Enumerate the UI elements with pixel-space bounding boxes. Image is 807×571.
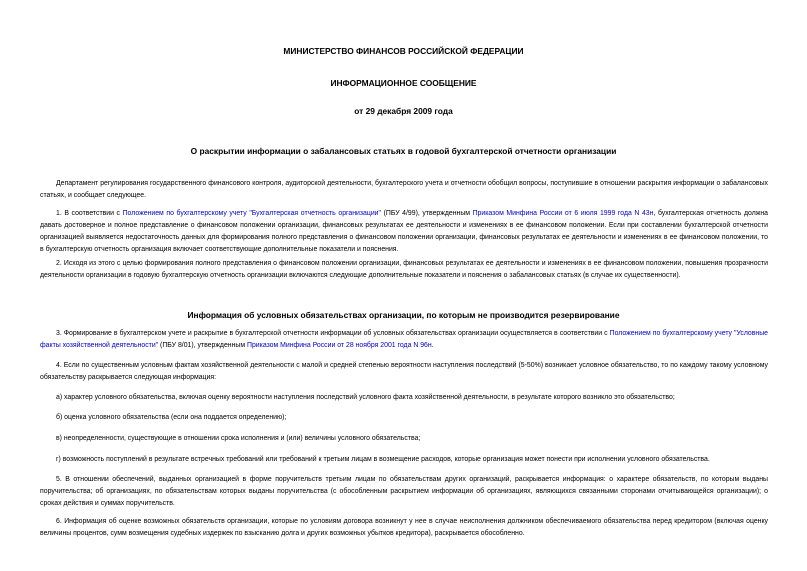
paragraph-3-text-a: 3. Формирование в бухгалтерском учете и раскрытие в бухгалтерской отчетности информации об условных обязательствах организации осуществляется в соответствии с [56,330,610,337]
section-title: Информация об условных обязательствах организации, по которым не производится резервирование [187,310,620,320]
document-type-heading: ИНФОРМАЦИОННОЕ СООБЩЕНИЕ [330,78,477,88]
ministry-heading: МИНИСТЕРСТВО ФИНАНСОВ РОССИЙСКОЙ ФЕДЕРАЦИИ [283,46,524,56]
paragraph-1-text-c: , бухгалтерская отчетность должна давать достоверное и полное представление о финансовом положении организации, финансовых результатах ее деятельности и изменениях в ее финансовом положении. Если при составлении бухгалтерской отчетности организацией выявляется недостаточность данных для формирования полного представления о финансовом положении организации, финансовых результатах ее деятельности и изменениях в ее финансовом положении, то в бухгалтерскую отчетность организация включает соответствующие дополнительные показатели и пояснения. [40,210,768,253]
paragraph-3-text-b: (ПБУ 8/01), утвержденным [158,342,248,349]
paragraph-6: 6. Информация об оценке возможных обязательств организации, которые по условиям договора возникнут у нее в случае неисполнения должником обеспечиваемого обязательства перед кредитором (включая оценку величины процентов, сумм возмещения судебных издержек по взысканию долга и других возможных убытков кредитора), раскрывается обособленно. [40,518,768,537]
document-title: О раскрытии информации о забалансовых статьях в годовой бухгалтерской отчетности организации [190,146,617,156]
list-item-b: б) оценка условного обязательства (если она поддается определению); [56,414,287,421]
paragraph-1 [40,208,768,256]
document-date: от 29 декабря 2009 года [354,106,453,116]
list-item-g: г) возможность поступлений в результате встречных требований или требований к третьим лицам в возмещение расходов, которые организация может понести при исполнении условного обязательства. [56,456,710,463]
paragraph-5: 5. В отношении обеспечений, выданных организацией в форме поручительств третьим лицам по обязательствам других организаций, раскрывается информация: о характере обязательств, по которым выданы поручительства; об организациях, по обязательствам которых выданы поручительства (с обособленным раскрытием информации об организациях, являющихся связанными сторонами отчитывающейся организации); о сроках действия и суммах поручительств. [40,476,768,507]
order-96n-link[interactable]: Приказом Минфина России от 28 ноября 2001 года N 96н [247,342,432,349]
pbu-4-99-link[interactable]: Положением по бухгалтерскому учету "Бухгалтерская отчетность организации" [122,210,381,217]
paragraph-1-text-b: (ПБУ 4/99), утвержденным [380,210,473,217]
paragraph-3-text-c: . [431,342,434,349]
list-item-v: в) неопределенности, существующие в отношении срока исполнения и (или) величины условного обязательства; [56,435,421,442]
order-43n-link[interactable]: Приказом Минфина России от 6 июля 1999 года N 43н [472,210,654,217]
paragraph-2: 2. Исходя из этого с целью формирования полного представления о финансовом положении организации, финансовых результатах ее деятельности и изменениях в ее финансовом положении, повышения прозрачности деятельности организации в годовую бухгалтерскую отчетность организации включаются следующие дополнительные показатели и пояснения о забалансовых статьях (в случае их существенности). [40,260,768,279]
pbu-8-01-link[interactable]: Положением по бухгалтерскому учету "Условные факты хозяйственной деятельности" [40,330,769,349]
intro-paragraph: Департамент регулирования государственного финансового контроля, аудиторской деятельности, бухгалтерского учета и отчетности обобщил вопросы, поступившие в отношении раскрытия информации о забалансовых статьях, и сообщает следующее. [40,180,768,199]
paragraph-4: 4. Если по существенным условным фактам хозяйственной деятельности с малой и средней степенью вероятности наступления последствий (5-50%) возникает условное обязательство, то по каждому такому условному обязательству раскрывается следующая информация: [40,362,768,381]
paragraph-3 [40,328,768,352]
paragraph-1-text-a: 1. В соответствии с [56,210,123,217]
list-item-a: а) характер условного обязательства, включая оценку вероятности наступления последствий условного факта хозяйственной деятельности, в результате которого возникло это обязательство; [56,394,675,401]
